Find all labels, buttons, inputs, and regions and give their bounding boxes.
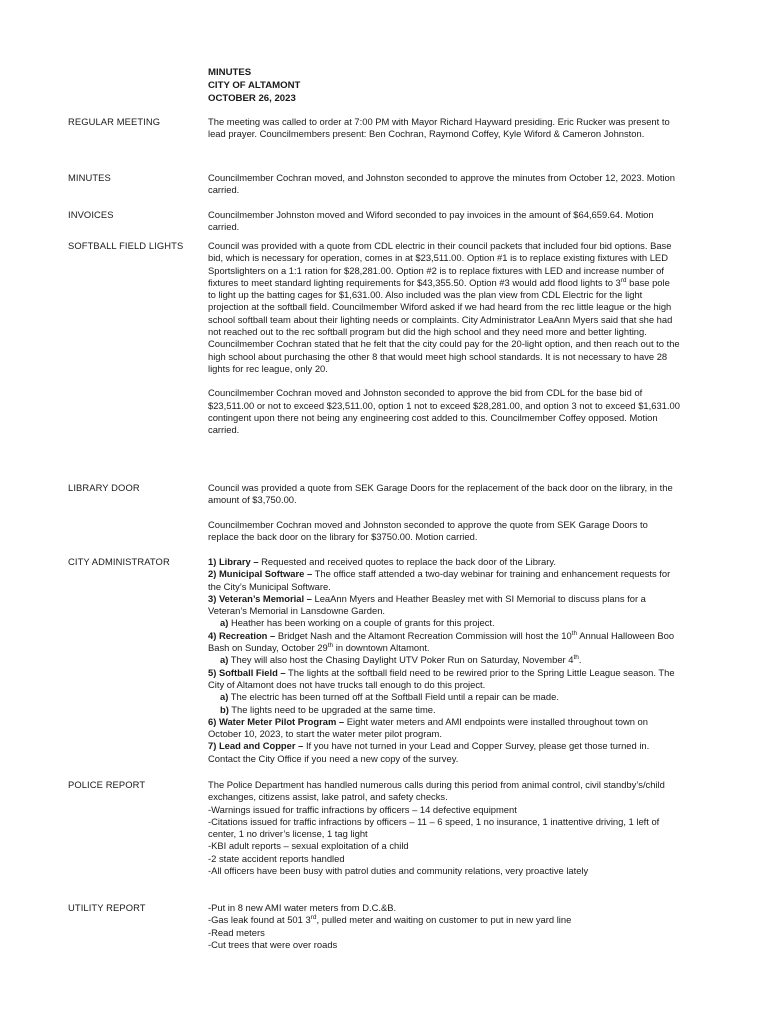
police-item: -2 state accident reports handled — [208, 852, 345, 864]
softball-quote-paragraph: Council was provided with a quote from CDL electric in their council packets that included four bid options. Base bid, which is necessary for operation, comes in at $23,511.00. Option #1 is to replace existing fixtures with LED Sportslighters on a 1:1 ration for $28,281.00. Option #2 is to replace fixtures with LED and increase number of fixtures to meet standard lighting requirements for $43,355.50. Option #3 would add flood lights to 3rd base pole to light up the batting cages for $1,631.00. Also included was the plan view from CDL Electric for the light projection at the softball field. Councilmember Wiford asked if we had heard from the rec little league or the high school softball team about their lighting needs or complaints. City Administrator LeaAnn Myers said that she had not reached out to the rec softball program but did the high school and they need more and better lighting. Councilmember Cochran stated that he felt that the city could pay for the 20-light option, and then reach out to the high school about purchasing the other 8 that would meet high school standards. It is not necessary to have 28 lights for rec league, only 20. — [208, 240, 680, 374]
library-quote-paragraph: Council was provided a quote from SEK Garage Doors for the replacement of the back door on the library, in the amount of $3,750.00. — [208, 482, 673, 506]
section-label: CITY ADMINISTRATOR — [68, 556, 170, 567]
softball-motion-paragraph: Councilmember Cochran moved and Johnston seconded to approve the bid from CDL for the base bid of $23,511.00 or not to exceed $23,511.00, option 1 not to exceed $28,281.00, and option 3 not to exceed $1,631.00 contingent upon there not being any engineering cost added to this. Councilmember Coffey opposed. Motion carried. — [208, 387, 680, 436]
police-item: -Warnings issued for traffic infractions by officers – 14 defective equipment — [208, 803, 517, 815]
admin-item-software: 2) Municipal Software – The office staff attended a two-day webinar for training and enhancement requests for the City’s Municipal Software. — [208, 568, 671, 592]
section-label: POLICE REPORT — [68, 779, 146, 790]
section-label: LIBRARY DOOR — [68, 482, 140, 493]
admin-subitem: b) The lights need to be upgraded at the same time. — [220, 703, 436, 715]
admin-item-water-meter: 6) Water Meter Pilot Program – Eight water meters and AMI endpoints were installed throughout town on October 10, 2023, to start the water meter pilot program. — [208, 715, 648, 740]
admin-subitem: a) They will also host the Chasing Daylight UTV Poker Run on Saturday, November 4th. — [220, 654, 582, 666]
section-label: UTILITY REPORT — [68, 902, 146, 913]
police-item: -Citations issued for traffic infractions by officers – 11 – 6 speed, 1 no insurance, 1 inattentive driving, 1 left of center, 1 no driver’s license, 1 tag light — [208, 815, 660, 840]
utility-item: -Put in 8 new AMI water meters from D.C.&B. — [208, 902, 397, 913]
police-item: -All officers have been busy with patrol duties and community relations, very proactive lately — [208, 865, 589, 877]
section-label: REGULAR MEETING — [68, 116, 161, 127]
admin-item-softball: 5) Softball Field – The lights at the softball field need to be rewired prior to the Spring Little League season. The City of Altamont does not have trucks tall enough to do this project. — [208, 666, 675, 690]
document-header — [208, 66, 300, 105]
admin-item-library: 1) Library – Requested and received quotes to replace the back door of the Library. — [208, 556, 556, 567]
header-city: CITY OF ALTAMONT — [208, 80, 301, 91]
utility-item: -Read meters — [208, 926, 265, 938]
admin-item-memorial: 3) Veteran’s Memorial – LeaAnn Myers and Heather Beasley met with SI Memorial to discuss plans for a Veteran’s Memorial in Lansdowne Garden. — [208, 592, 646, 617]
header-title: MINUTES — [208, 67, 252, 78]
police-item: -KBI adult reports – sexual exploitation of a child — [208, 840, 409, 852]
police-intro: The Police Department has handled numerous calls during this period from animal control, civil standby’s/child exchanges, citizens assist, lake patrol, and safety checks. — [208, 779, 665, 803]
header-date: OCTOBER 26, 2023 — [208, 93, 296, 104]
section-label: INVOICES — [68, 209, 114, 220]
utility-item: -Gas leak found at 501 3rd, pulled meter and waiting on customer to put in new yard line — [208, 914, 572, 926]
utility-item: -Cut trees that were over roads — [208, 938, 338, 950]
section-text: The meeting was called to order at 7:00 PM with Mayor Richard Hayward presiding. Eric Rucker was present to lead prayer. Councilmembers present: Ben Cochran, Raymond Coffey, Kyle Wiford & Cameron Johnston. — [208, 116, 670, 140]
section-label: MINUTES — [68, 172, 111, 183]
section-text: Councilmember Cochran moved, and Johnston seconded to approve the minutes from October 12, 2023. Motion carried. — [208, 172, 675, 196]
admin-item-lead-copper: 7) Lead and Copper – If you have not turned in your Lead and Copper Survey, please get those turned in. Contact the City Office if you need a new copy of the survey. — [208, 740, 650, 764]
admin-subitem: a) The electric has been turned off at the Softball Field until a repair can be made. — [220, 691, 559, 703]
library-motion-paragraph: Councilmember Cochran moved and Johnston seconded to approve the quote from SEK Garage Doors to replace the back door on the library for $3750.00. Motion carried. — [208, 518, 648, 542]
admin-item-recreation: 4) Recreation – Bridget Nash and the Altamont Recreation Commission will host the 10th Annual Halloween Boo Bash on Sunday, October 29th in downtown Altamont. — [208, 629, 675, 654]
section-label: SOFTBALL FIELD LIGHTS — [68, 240, 184, 251]
admin-subitem: a) Heather has been working on a couple of grants for this project. — [220, 617, 495, 629]
section-text: Councilmember Johnston moved and Wiford seconded to pay invoices in the amount of $64,659.64. Motion carried. — [208, 209, 654, 233]
